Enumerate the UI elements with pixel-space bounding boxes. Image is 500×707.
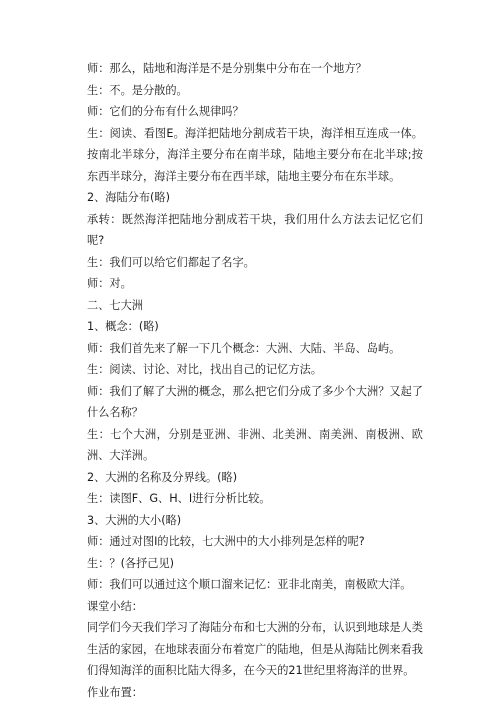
- paragraph-8: 师：对。: [87, 277, 132, 290]
- paragraph-14: 生：七个大洲，分别是亚洲、非洲、北美洲、南美洲、南极洲、欧洲、大洋洲。: [87, 427, 423, 462]
- paragraph-7: 生：我们可以给它们都起了名字。: [87, 255, 255, 269]
- paragraph-17: 3、大洲的大小(略): [87, 513, 182, 527]
- paragraph-4: 生：阅读、看图E。海洋把陆地分割成若干块，海洋相互连成一体。按南北半球分，海洋主要分布在南半球，陆地主要分布在北半球;按东西半球分，海洋主要分布在西半球，陆地主要分布在东半球。: [87, 126, 423, 183]
- paragraph-2: 生：不。是分散的。: [87, 83, 188, 97]
- document-body: [87, 58, 423, 703]
- paragraph-3: 师：它们的分布有什么规律吗？: [87, 105, 244, 118]
- paragraph-20: 师：我们可以通过这个顺口溜来记忆：亚非北南美，南极欧大洋。: [87, 578, 412, 591]
- paragraph-15: 2、大洲的名称及分界线。(略): [87, 470, 238, 484]
- paragraph-18: 师：通过对图I的比较，七大洲中的大小排列是怎样的呢?: [87, 535, 365, 548]
- paragraph-13: 师：我们了解了大洲的概念，那么把它们分成了多少个大洲？又起了什么名称？: [87, 384, 423, 419]
- paragraph-6: 承转：既然海洋把陆地分割成若干块，我们用什么方法去记忆它们呢?: [87, 212, 423, 247]
- homework-heading: 作业布置：: [87, 685, 143, 699]
- paragraph-19: 生：？(各抒己见): [87, 556, 175, 570]
- paragraph-5: 2、海陆分布(略): [87, 191, 170, 204]
- paragraph-16: 生：读图F、G、H、I进行分析比较。: [87, 492, 271, 505]
- summary-heading: 课堂小结：: [87, 599, 143, 613]
- paragraph-1: 师：那么，陆地和海洋是不是分别集中分布在一个地方？: [87, 62, 367, 75]
- paragraph-12: 生：阅读、讨论、对比，找出自己的记忆方法。: [87, 363, 322, 376]
- paragraph-10: 1、概念：(略): [87, 320, 159, 333]
- paragraph-11: 师：我们首先来了解一下几个概念：大洲、大陆、半岛、岛屿。: [87, 341, 401, 355]
- summary-text: 同学们今天我们学习了海陆分布和七大洲的分布，认识到地球是人类生活的家园，在地球表面分布着宽广的陆地，但是从海陆比例来看我们得知海洋的面积比陆大得多，在今天的21世纪里将海洋的世界。: [87, 621, 423, 677]
- section-heading: 二、七大洲: [87, 298, 143, 312]
